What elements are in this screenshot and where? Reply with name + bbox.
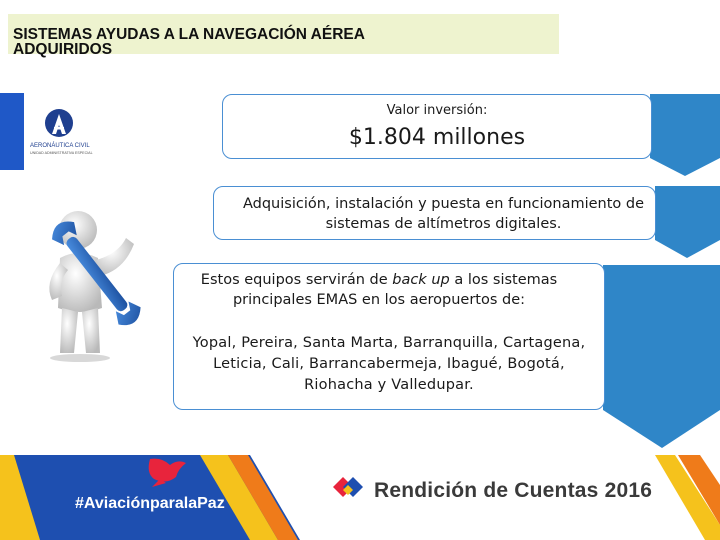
backup-text-after: a los sistemas	[449, 272, 558, 288]
wrench-worker-figure	[40, 208, 160, 363]
description-line2: sistemas de altímetros digitales.	[325, 216, 562, 232]
backup-text-before: Estos equipos servirán de	[200, 272, 393, 288]
investment-box	[222, 94, 652, 159]
description-line1: Adquisición, instalación y puesta en funcionamiento de	[242, 196, 645, 212]
chevron-shape-1	[650, 94, 720, 176]
footer-hashtag: #AviaciónparalaPaz	[75, 495, 225, 512]
airports-line1: Yopal, Pereira, Santa Marta, Barranquilla, Cartagena,	[192, 335, 586, 351]
investment-value: $1.804 millones	[348, 125, 526, 150]
logo-name: AERONÁUTICA CIVIL	[30, 143, 90, 149]
airports-box	[173, 263, 605, 410]
description-box	[213, 186, 656, 240]
logo-subtitle: UNIDAD ADMINISTRATIVA ESPECIAL	[30, 151, 93, 155]
airports-list	[174, 333, 604, 396]
airports-line2: Leticia, Cali, Barrancabermeja, Ibagué, Bogotá,	[213, 356, 565, 372]
chevron-shape-3	[603, 265, 720, 448]
footer-band	[0, 455, 720, 540]
chevron-shape-2	[655, 186, 720, 258]
backup-line2: principales EMAS en los aeropuertos de:	[232, 292, 526, 308]
footer-report-title: Rendición de Cuentas 2016	[374, 479, 653, 502]
diamond-logo-icon	[333, 477, 363, 497]
backup-text	[174, 270, 604, 310]
description-text	[214, 194, 655, 234]
slide-title-line2: ADQUIRIDOS	[13, 41, 113, 58]
backup-text-emph: back up	[392, 272, 450, 288]
investment-label: Valor inversión:	[386, 103, 488, 118]
airports-line3: Riohacha y Valledupar.	[304, 377, 474, 393]
slide-title-line1: SISTEMAS AYUDAS A LA NAVEGACIÓN AÉREA	[13, 26, 365, 43]
